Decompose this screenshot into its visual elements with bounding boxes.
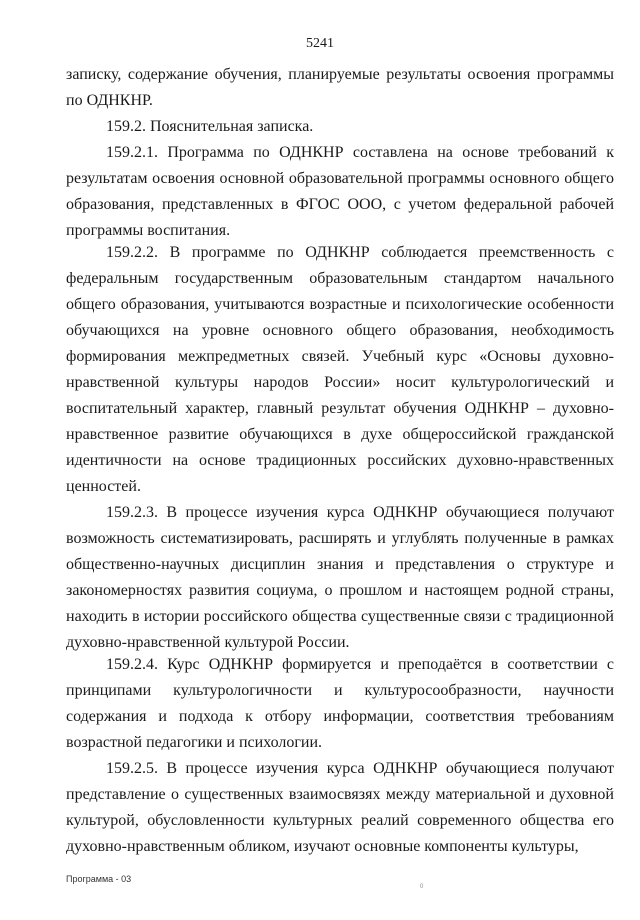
page-number: 5241	[306, 36, 334, 51]
paragraph-159-2-1: 159.2.1. Программа по ОДНКНР составлена на основе требований к результатам освоения основной образовательной программы основного общего образования, представленных в ФГОС ООО, с учетом федеральной рабочей программы воспитания.	[66, 144, 614, 239]
block-159-2-2	[66, 240, 614, 500]
footer-mark: 0	[420, 884, 424, 890]
block-159-2-5	[66, 756, 614, 860]
paragraph-159-2-3: 159.2.3. В процессе изучения курса ОДНКНР обучающиеся получают возможность систематизировать, расширять и углублять полученные в рамках общественно-научных дисциплин знания и представления о структуре и закономерностях развития социума, о прошлом и настоящем родной страны, находить в истории российского общества существенные связи с традиционной духовно-нравственной культурой России.	[66, 504, 614, 651]
section-heading-159-2: 159.2. Пояснительная записка.	[106, 118, 314, 135]
paragraph-159-2-2: 159.2.2. В программе по ОДНКНР соблюдается преемственность с федеральным государственным образовательным стандартом начального общего образования, учитываются возрастные и психологические особенности обучающихся на уровне основного общего образования, необходимость формирования межпредметных связей. Учебный курс «Основы духовно-нравственной культуры народов России» носит культурологический и воспитательный характер, главный результат обучения ОДНКНР – духовно-нравственное развитие обучающихся в духе общероссийской гражданской идентичности на основе традиционных российских духовно-нравственных ценностей.	[66, 244, 614, 495]
block-159-2-4	[66, 652, 614, 756]
paragraph-continuation: записку, содержание обучения, планируемые результаты освоения программы по ОДНКНР.	[66, 66, 614, 109]
paragraph-159-2-4: 159.2.4. Курс ОДНКНР формируется и преподаётся в соответствии с принципами культурологичности и культуросообразности, научности содержания и подхода к отбору информации, соответствия требованиям возрастной педагогики и психологии.	[66, 656, 614, 751]
footer-label: Программа - 03	[66, 874, 132, 884]
intro-block	[66, 62, 614, 244]
paragraph-159-2-5: 159.2.5. В процессе изучения курса ОДНКНР обучающиеся получают представление о существенных взаимосвязях между материальной и духовной культурой, обусловленности культурных реалий современного общества его духовно-нравственным обликом, изучают основные компоненты культуры,	[66, 760, 614, 855]
block-159-2-3	[66, 500, 614, 656]
